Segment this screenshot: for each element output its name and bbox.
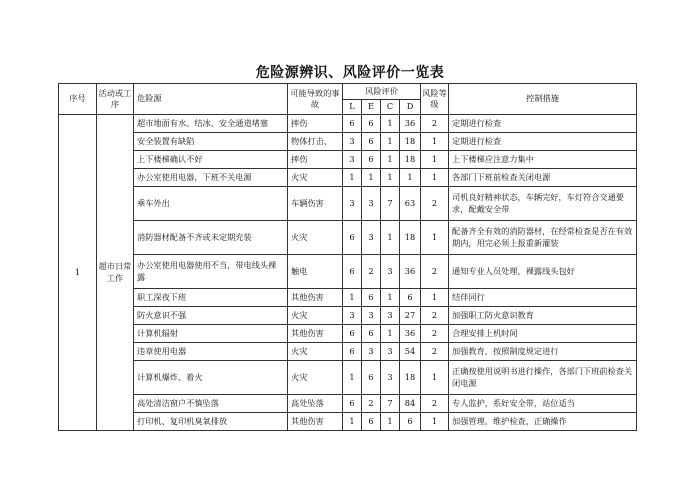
cell-L: 3 [343,133,362,151]
header-accident: 可能导致的事故 [288,84,343,115]
table-row [59,151,637,169]
cell-level: 1 [421,169,449,187]
cell-level: 1 [421,289,449,307]
cell-E: 2 [362,255,381,289]
cell-E: 1 [362,169,381,187]
cell-L: 1 [343,289,362,307]
cell-E: 6 [362,413,381,431]
cell-accident: 高处坠落 [288,395,343,413]
cell-control: 专人监护，系好安全带，站位适当 [449,395,637,413]
cell-E: 2 [362,395,381,413]
cell-control: 加强职工防火意识教育 [449,307,637,325]
table-row [59,395,637,413]
cell-level: 2 [421,343,449,361]
cell-control: 司机良好精神状态，车辆完好，车灯符合交通要求，配戴安全带 [449,187,637,221]
cell-C: 3 [381,255,400,289]
table-row [59,413,637,431]
cell-D: 6 [400,289,421,307]
cell-level: 2 [421,325,449,343]
header-D: D [400,100,421,115]
cell-C: 1 [381,151,400,169]
header-activity: 活动或工序 [97,84,134,115]
cell-hazard: 计算机爆炸、着火 [134,361,288,395]
cell-accident: 车辆伤害 [288,187,343,221]
cell-L: 3 [343,187,362,221]
cell-C: 1 [381,221,400,255]
cell-E: 6 [362,289,381,307]
cell-D: 18 [400,151,421,169]
cell-hazard: 消防器材配备不齐或未定期充装 [134,221,288,255]
cell-D: 84 [400,395,421,413]
cell-accident: 其他伤害 [288,413,343,431]
cell-accident: 火灾 [288,169,343,187]
cell-L: 6 [343,343,362,361]
table-row [59,115,637,133]
header-L: L [343,100,362,115]
cell-control: 定期进行检查 [449,133,637,151]
cell-control: 定期进行检查 [449,115,637,133]
cell-level: 2 [421,115,449,133]
cell-level: 2 [421,187,449,221]
cell-D: 6 [400,413,421,431]
cell-hazard: 高处清洁窗户不慎坠落 [134,395,288,413]
cell-L: 6 [343,325,362,343]
cell-L: 1 [343,361,362,395]
cell-C: 1 [381,325,400,343]
cell-control: 加强管理，维护检查，正确操作 [449,413,637,431]
cell-L: 1 [343,169,362,187]
cell-control: 各部门下班前检查关闭电源 [449,169,637,187]
cell-hazard: 乘车外出 [134,187,288,221]
cell-hazard: 职工深夜下班 [134,289,288,307]
cell-D: 18 [400,361,421,395]
cell-accident: 火灾 [288,221,343,255]
table-row [59,325,637,343]
cell-L: 6 [343,221,362,255]
cell-control: 上下楼梯应注意力集中 [449,151,637,169]
cell-E: 6 [362,133,381,151]
cell-control: 配备齐全有效的消防器材，在经常检查是否在有效期内，用完必须上报重新灌装 [449,221,637,255]
page-title: 危险源辨识、风险评价一览表 [255,65,445,81]
cell-C: 3 [381,361,400,395]
cell-L: 3 [343,151,362,169]
header-control: 控制措施 [449,84,637,115]
cell-hazard: 计算机辐射 [134,325,288,343]
header-row [59,84,637,100]
cell-level: 1 [421,151,449,169]
cell-D: 63 [400,187,421,221]
table-row [59,343,637,361]
cell-E: 3 [362,221,381,255]
cell-accident: 摔伤 [288,151,343,169]
header-hazard: 危险源 [134,84,288,115]
cell-D: 36 [400,255,421,289]
cell-level: 1 [421,361,449,395]
cell-L: 6 [343,115,362,133]
cell-L: 3 [343,307,362,325]
cell-accident: 火灾 [288,307,343,325]
cell-E: 6 [362,361,381,395]
table-row [59,289,637,307]
cell-level: 1 [421,221,449,255]
cell-hazard: 上下楼梯确认不好 [134,151,288,169]
cell-accident: 其他伤害 [288,289,343,307]
cell-L: 6 [343,255,362,289]
cell-E: 6 [362,115,381,133]
cell-hazard: 超市地面有水、结冰、安全通道堵塞 [134,115,288,133]
cell-hazard: 办公室使用电器使用不当，带电线头裸露 [134,255,288,289]
cell-D: 36 [400,325,421,343]
cell-E: 3 [362,307,381,325]
cell-D: 27 [400,307,421,325]
cell-level: 2 [421,307,449,325]
table-row [59,187,637,221]
cell-accident: 其他伤害 [288,325,343,343]
header-seq: 序号 [59,84,97,115]
table-row [59,307,637,325]
cell-control: 合理安排上机时间 [449,325,637,343]
cell-hazard: 打印机、复印机臭氧排放 [134,413,288,431]
cell-L: 6 [343,395,362,413]
cell-D: 36 [400,115,421,133]
table-row [59,169,637,187]
cell-control: 正确按使用说明书进行操作，各部门下班前检查关闭电源 [449,361,637,395]
cell-level: 2 [421,255,449,289]
cell-hazard: 违章使用电器 [134,343,288,361]
cell-hazard: 办公室使用电器，下班不关电源 [134,169,288,187]
cell-C: 7 [381,395,400,413]
cell-E: 6 [362,325,381,343]
header-E: E [362,100,381,115]
table-row [59,361,637,395]
cell-level: 2 [421,395,449,413]
cell-hazard: 安全装置有缺陷 [134,133,288,151]
header-level: 风险等级 [421,84,449,115]
header-C: C [381,100,400,115]
cell-C: 1 [381,413,400,431]
cell-E: 3 [362,343,381,361]
cell-C: 3 [381,343,400,361]
cell-level: 1 [421,133,449,151]
group-activity: 超市日常工作 [97,115,134,431]
table-row [59,133,637,151]
risk-assessment-table [58,83,637,431]
cell-D: 18 [400,133,421,151]
cell-L: 1 [343,413,362,431]
cell-C: 7 [381,187,400,221]
cell-D: 18 [400,221,421,255]
cell-C: 1 [381,289,400,307]
cell-C: 1 [381,133,400,151]
cell-control: 加强教育，按照制度规定进行 [449,343,637,361]
group-seq: 1 [59,115,97,431]
cell-E: 3 [362,187,381,221]
cell-hazard: 防火意识不强 [134,307,288,325]
cell-accident: 火灾 [288,361,343,395]
cell-control: 结伴同行 [449,289,637,307]
cell-accident: 摔伤 [288,115,343,133]
cell-D: 1 [400,169,421,187]
table-row [59,221,637,255]
cell-E: 6 [362,151,381,169]
cell-accident: 火灾 [288,343,343,361]
cell-C: 3 [381,307,400,325]
cell-level: 1 [421,413,449,431]
table-row [59,255,637,289]
cell-control: 通知专业人员处理，裸露线头包好 [449,255,637,289]
cell-D: 54 [400,343,421,361]
cell-accident: 物体打击、 [288,133,343,151]
header-risk-eval: 风险评价 [343,84,421,100]
cell-accident: 触电 [288,255,343,289]
cell-C: 1 [381,115,400,133]
cell-C: 1 [381,169,400,187]
